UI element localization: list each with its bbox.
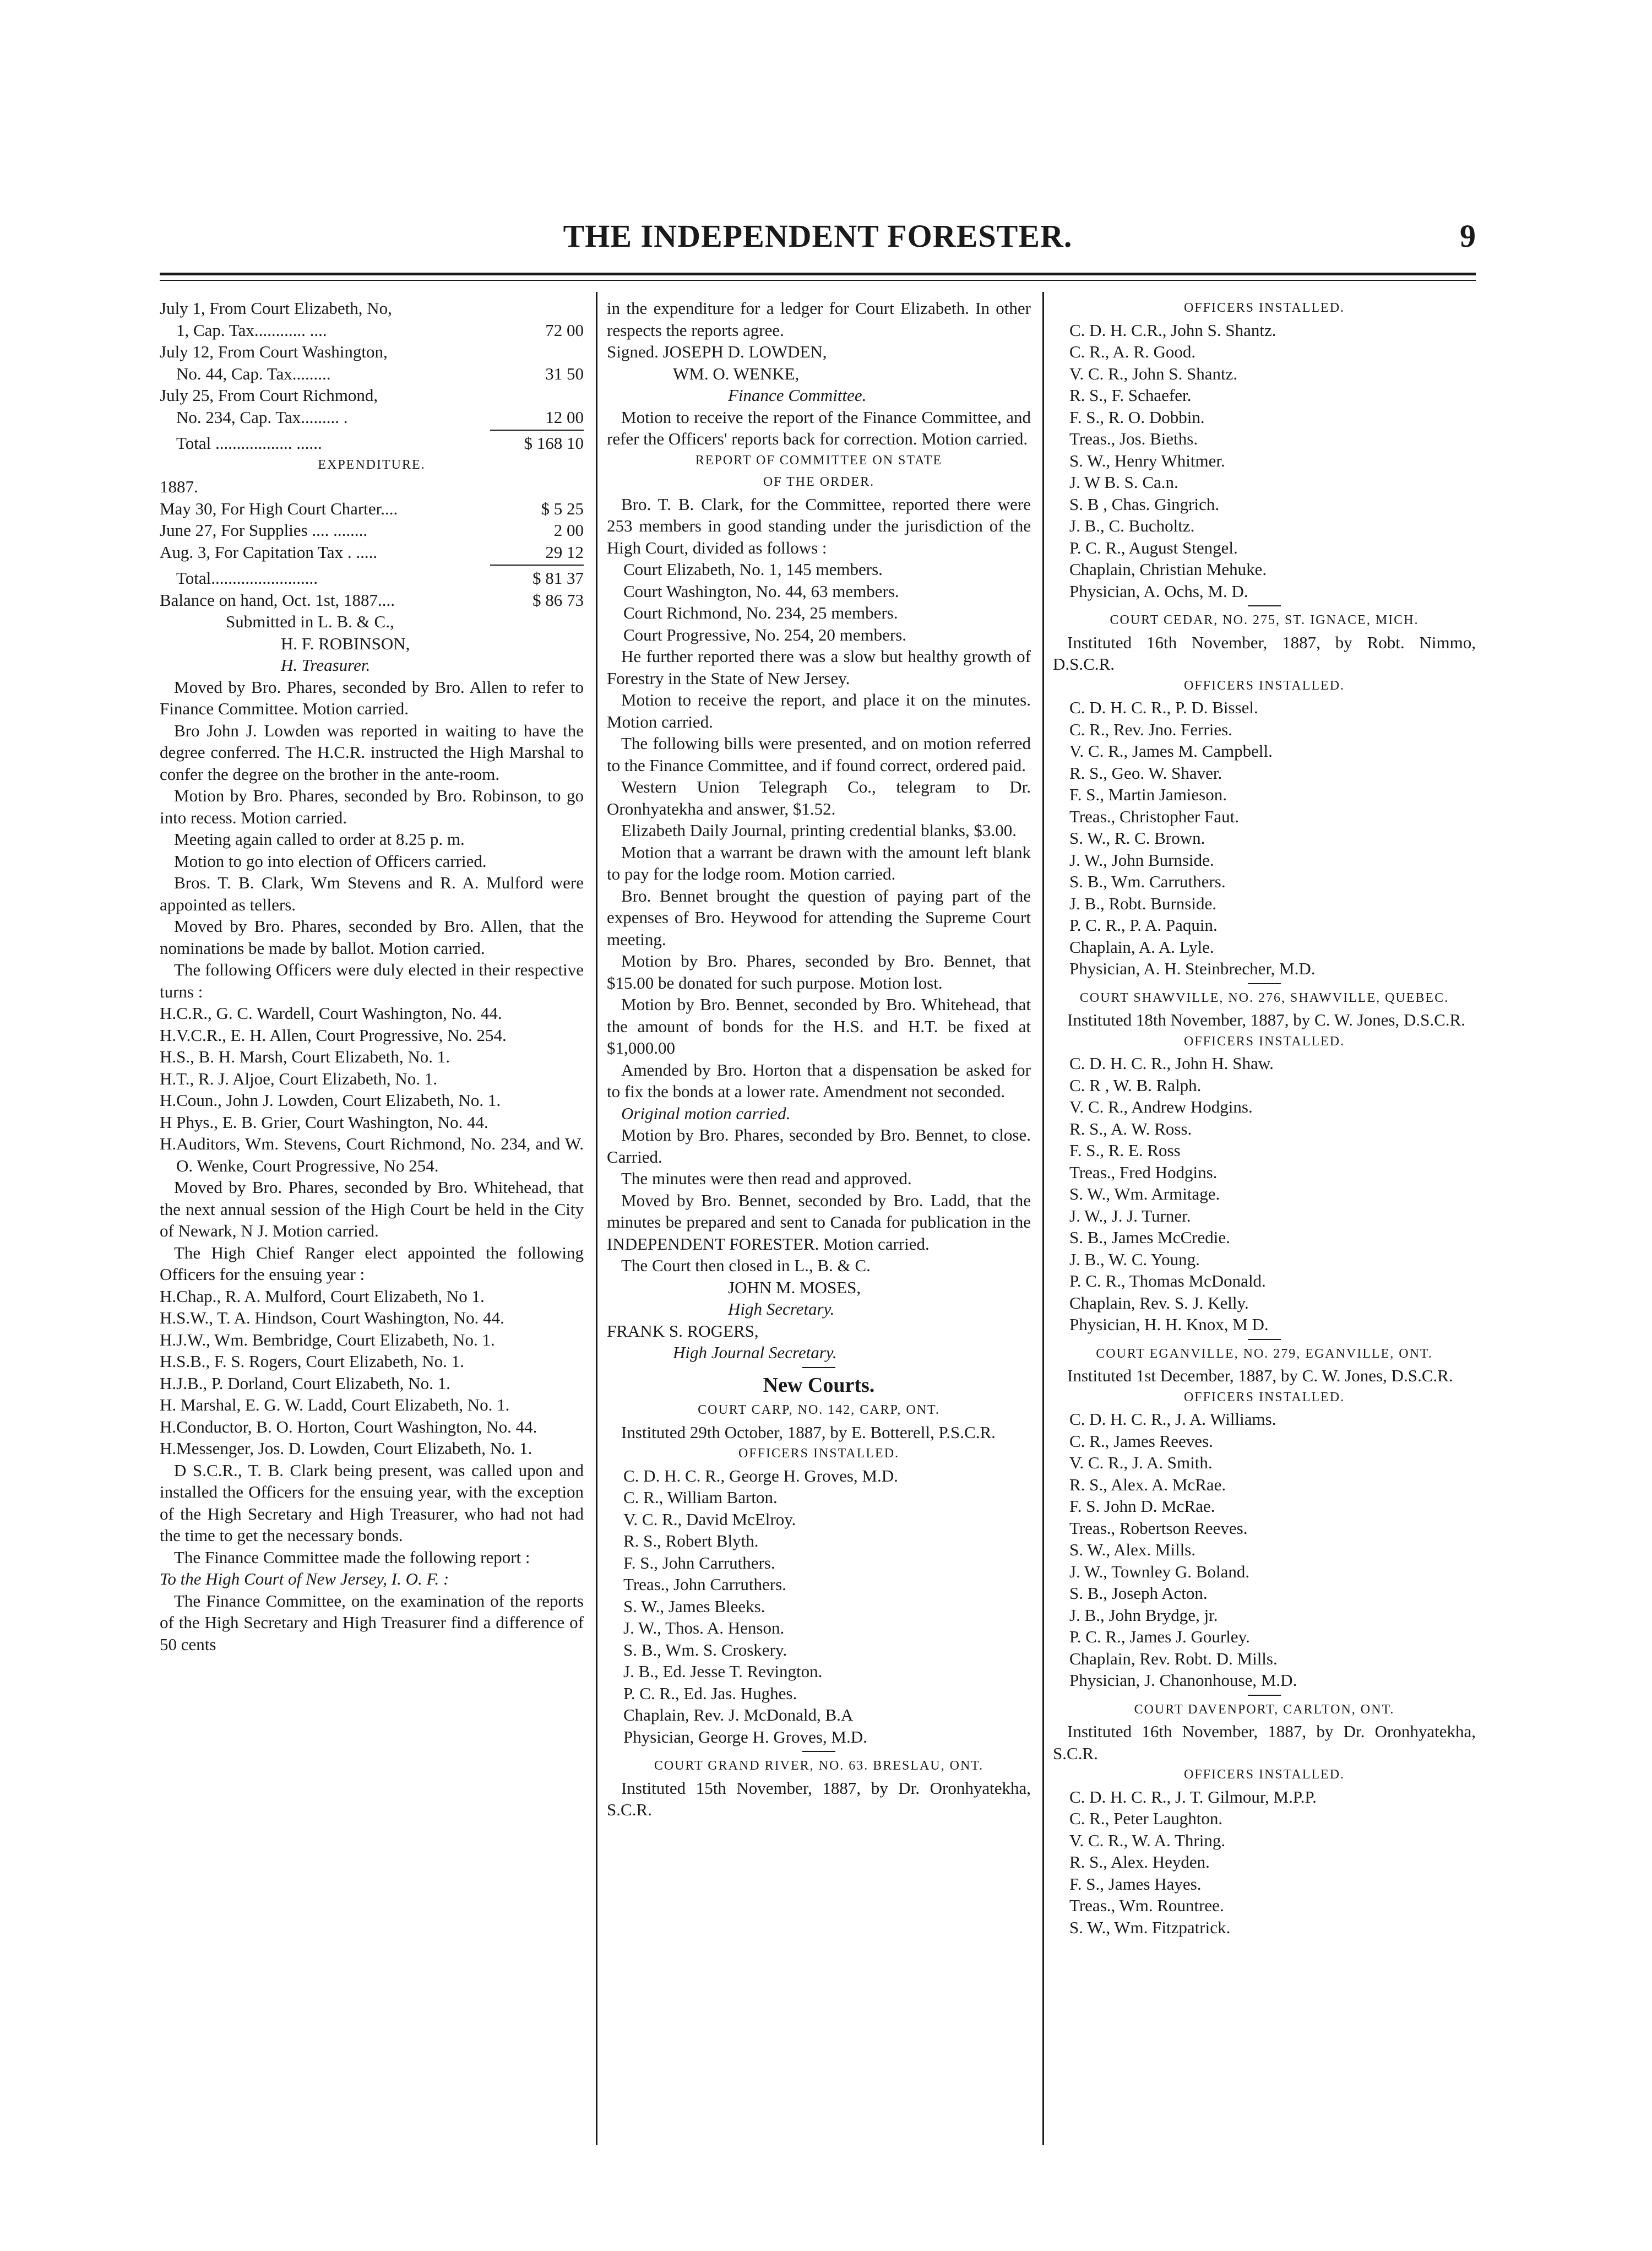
officer-entry: S. W., James Bleeks. — [623, 1596, 765, 1616]
ledger-item: Balance on hand, Oct. 1st, 1887.... — [160, 590, 395, 610]
officer-entry: V. C. R., James M. Campbell. — [1069, 741, 1273, 761]
paragraph: Motion to receive the report, and place it on the minutes. Motion carried. — [607, 690, 1031, 731]
ledger-item: Total .................. ...... — [176, 433, 322, 453]
officer-entry: H.Conductor, B. O. Horton, Court Washington, No. 44. — [160, 1417, 537, 1436]
section-heading: COURT DAVENPORT, CARLTON, ONT. — [1134, 1702, 1395, 1717]
paragraph: Moved by Bro. Phares, seconded by Bro. Allen, that the nominations be made by ballot. Motion carried. — [160, 916, 584, 958]
paragraph: He further reported there was a slow but healthy growth of Forestry in the State of New Jersey. — [607, 647, 1031, 688]
officer-entry: J. W., John Burnside. — [1069, 850, 1214, 870]
officer-entry: J. W., Townley G. Boland. — [1069, 1561, 1250, 1581]
paragraph: Motion to receive the report of the Finance Committee, and refer the Officers' reports back for correction. Motion carried. — [607, 407, 1031, 448]
paragraph: Moved by Bro. Phares, seconded by Bro. Allen to refer to Finance Committee. Motion carried. — [160, 677, 584, 718]
signature: High Journal Secretary. — [673, 1343, 837, 1362]
ledger-line — [160, 341, 584, 363]
ledger-amount: $ 168 10 — [524, 433, 584, 453]
officer-entry: P. C. R., Thomas McDonald. — [1069, 1271, 1266, 1290]
paragraph: Instituted 18th November, 1887, by C. W. Jones, D.S.C.R. — [1067, 1010, 1465, 1029]
officer-entry: S. W., Henry Whitmer. — [1069, 451, 1225, 470]
signature: High Secretary. — [728, 1299, 835, 1319]
ledger-item: No. 234, Cap. Tax......... . — [176, 407, 348, 427]
ledger-item: No. 44, Cap. Tax......... — [176, 364, 331, 383]
ledger-line — [160, 432, 584, 454]
officer-entry: H.V.C.R., E. H. Allen, Court Progressive, No. 254. — [160, 1025, 507, 1045]
officer-entry: R. S., Alex. A. McRae. — [1069, 1474, 1226, 1494]
paragraph: Meeting again called to order at 8.25 p. m. — [174, 829, 465, 849]
officer-entry: C. R., Rev. Jno. Ferries. — [1069, 719, 1232, 739]
ledger-item: July 12, From Court Washington, — [160, 342, 388, 361]
ledger-amount: $ 86 73 — [532, 590, 584, 610]
paragraph: The following bills were presented, and on motion referred to the Finance Committee, and if found correct, ordered paid. — [607, 734, 1031, 775]
officer-entry: C. R., A. R. Good. — [1069, 342, 1196, 361]
officer-entry: C. D. H. C.R., John S. Shantz. — [1069, 320, 1276, 340]
officer-entry: Physician, George H. Groves, M.D. — [623, 1727, 867, 1746]
officer-entry: S. B., Wm. S. Croskery. — [623, 1640, 787, 1659]
officer-entry: Chaplain, Rev. S. J. Kelly. — [1069, 1293, 1249, 1312]
officer-entry: Treas., Jos. Bieths. — [1069, 429, 1198, 448]
sum-rule — [490, 565, 584, 566]
officer-entry: F. S., R. E. Ross — [1069, 1141, 1181, 1160]
paragraph: in the expenditure for a ledger for Court Elizabeth. In other respects the reports agree. — [607, 299, 1031, 340]
officer-entry: Chaplain, Rev. J. McDonald, B.A — [623, 1705, 854, 1724]
officer-entry: H.J.W., Wm. Bembridge, Court Elizabeth, No. 1. — [160, 1330, 495, 1349]
section-divider — [1248, 1339, 1281, 1340]
paragraph: Instituted 16th November, 1887, by Dr. Oronhyatekha, S.C.R. — [1053, 1722, 1476, 1763]
paragraph: Elizabeth Daily Journal, printing credential blanks, $3.00. — [621, 821, 1017, 840]
paragraph: Original motion carried. — [621, 1103, 791, 1123]
officer-entry: S. B , Chas. Gingrich. — [1069, 494, 1220, 514]
paragraph: Instituted 29th October, 1887, by E. Botterell, P.S.C.R. — [621, 1422, 996, 1442]
section-heading: OFFICERS INSTALLED. — [1183, 301, 1345, 315]
officer-entry: H.S., B. H. Marsh, Court Elizabeth, No. 1. — [160, 1047, 450, 1066]
ledger-line — [160, 498, 584, 520]
officer-entry: Treas., Fred Hodgins. — [1069, 1162, 1218, 1182]
officer-entry: P. C. R., Ed. Jas. Hughes. — [623, 1683, 797, 1703]
section-divider — [802, 1751, 835, 1752]
ledger-line — [160, 319, 584, 341]
officer-entry: H.Messenger, Jos. D. Lowden, Court Elizabeth, No. 1. — [160, 1439, 532, 1458]
officer-entry: F. S. John D. McRae. — [1069, 1496, 1215, 1516]
section-heading: EXPENDITURE. — [318, 457, 426, 472]
column-left — [160, 297, 584, 1655]
signature: H. Treasurer. — [281, 655, 371, 675]
ledger-item: June 27, For Supplies .... ........ — [160, 520, 368, 540]
officer-entry: Treas., John Carruthers. — [623, 1575, 786, 1594]
officer-entry: F. S., R. O. Dobbin. — [1069, 407, 1205, 427]
section-divider — [802, 1367, 835, 1368]
text-line: To the High Court of New Jersey, I. O. F. : — [160, 1569, 449, 1588]
section-heading: OFFICERS INSTALLED. — [738, 1446, 900, 1461]
paragraph: The Finance Committee, on the examination of the reports of the High Secretary and High Treasurer find a difference of 50 cents — [160, 1591, 584, 1654]
officer-entry: F. S., James Hayes. — [1069, 1874, 1202, 1894]
paragraph: Bro. Bennet brought the question of paying part of the expenses of Bro. Heywood for attending the Supreme Court meeting. — [607, 886, 1031, 949]
officer-entry: R. S., Geo. W. Shaver. — [1069, 763, 1222, 783]
paragraph: The Court then closed in L., B. & C. — [621, 1256, 871, 1275]
signature: Finance Committee. — [728, 386, 867, 405]
column-right — [1053, 297, 1476, 1938]
officer-entry: S. W., Wm. Fitzpatrick. — [1069, 1917, 1231, 1937]
ledger-amount: $ 81 37 — [532, 568, 584, 588]
paragraph: The following Officers were duly elected in their respective turns : — [160, 960, 584, 1001]
officer-entry: C. R., William Barton. — [623, 1488, 778, 1507]
ledger-amount: 72 00 — [545, 320, 584, 340]
section-divider — [1248, 983, 1281, 984]
officer-entry: H.T., R. J. Aljoe, Court Elizabeth, No. 1. — [160, 1068, 437, 1088]
section-heading: OFFICERS INSTALLED. — [1183, 1034, 1345, 1049]
officer-entry: H Phys., E. B. Grier, Court Washington, No. 44. — [160, 1112, 488, 1132]
officer-entry: J. B., W. C. Young. — [1069, 1249, 1200, 1269]
officer-entry: H.S.W., T. A. Hindson, Court Washington, No. 44. — [160, 1308, 504, 1327]
ledger-line — [160, 589, 584, 611]
officer-entry: C. R , W. B. Ralph. — [1069, 1075, 1202, 1095]
ledger-amount: 29 12 — [545, 542, 584, 562]
officer-entry: Treas., Christopher Faut. — [1069, 806, 1239, 826]
officer-entry: F. S., John Carruthers. — [623, 1553, 775, 1572]
section-heading: COURT GRAND RIVER, NO. 63. BRESLAU, ONT. — [654, 1759, 984, 1773]
officer-entry: S. W., Wm. Armitage. — [1069, 1184, 1220, 1203]
journal-title: THE INDEPENDENT FORESTER. — [563, 218, 1073, 254]
officer-entry: H.J.B., P. Dorland, Court Elizabeth, No. 1. — [160, 1373, 450, 1393]
paragraph: Western Union Telegraph Co., telegram to Dr. Oronhyatekha and answer, $1.52. — [607, 777, 1031, 818]
ledger-item: Aug. 3, For Capitation Tax . ..... — [160, 542, 378, 562]
officer-entry: Court Progressive, No. 254, 20 members. — [623, 625, 907, 644]
paragraph: Motion by Bro. Bennet, seconded by Bro. Whitehead, that the amount of bonds for the H.S. and H.T. be fixed at $1,000.00 — [607, 995, 1031, 1057]
paragraph: Motion by Bro. Phares, seconded by Bro. Bennet, to close. Carried. — [607, 1125, 1031, 1167]
ledger-item: July 1, From Court Elizabeth, No, — [160, 299, 392, 318]
column-middle — [607, 297, 1031, 1821]
header-rule-thick — [160, 273, 1476, 275]
officer-entry: S. B., Wm. Carruthers. — [1069, 872, 1226, 891]
officer-entry: S. B., Joseph Acton. — [1069, 1583, 1208, 1603]
officer-entry: R. S., Alex. Heyden. — [1069, 1852, 1210, 1872]
ledger-line — [160, 406, 584, 428]
officer-entry: J. B., Ed. Jesse T. Revington. — [623, 1662, 823, 1681]
ledger-item: July 25, From Court Richmond, — [160, 386, 378, 405]
officer-entry: J. W., J. J. Turner. — [1069, 1206, 1191, 1225]
officer-entry: Physician, A. H. Steinbrecher, M.D. — [1069, 959, 1316, 978]
signature: H. F. ROBINSON, — [281, 633, 410, 653]
officer-entry: S. W., R. C. Brown. — [1069, 828, 1205, 848]
officer-entry: C. D. H. C. R., John H. Shaw. — [1069, 1054, 1274, 1073]
ledger-line — [160, 363, 584, 385]
section-heading: OF THE ORDER. — [763, 475, 875, 489]
officer-entry: Chaplain, Christian Mehuke. — [1069, 560, 1267, 579]
section-title: New Courts. — [763, 1373, 875, 1397]
paragraph: Bro. T. B. Clark, for the Committee, reported there were 253 members in good standing under the jurisdiction of the High Court, divided as follows : — [607, 494, 1031, 557]
section-heading: COURT EGANVILLE, NO. 279, EGANVILLE, ONT. — [1096, 1346, 1433, 1361]
paragraph: Bros. T. B. Clark, Wm Stevens and R. A. Mulford were appointed as tellers. — [160, 873, 584, 914]
officer-entry: V. C. R., Andrew Hodgins. — [1069, 1097, 1253, 1116]
officer-entry: V. C. R., W. A. Thring. — [1069, 1830, 1226, 1850]
officer-entry: Court Elizabeth, No. 1, 145 members. — [623, 560, 883, 579]
officer-entry: H.C.R., G. C. Wardell, Court Washington, No. 44. — [160, 1004, 502, 1023]
officer-entry: C. D. H. C. R., J. A. Williams. — [1069, 1409, 1276, 1429]
officer-entry: S. B., James McCredie. — [1069, 1228, 1230, 1247]
section-heading: COURT CEDAR, NO. 275, ST. IGNACE, MICH. — [1110, 613, 1419, 627]
officer-entry: J. B., C. Bucholtz. — [1069, 516, 1195, 535]
officer-entry: H.Chap., R. A. Mulford, Court Elizabeth, No 1. — [160, 1286, 485, 1306]
officer-entry: Physician, J. Chanonhouse, M.D. — [1069, 1670, 1297, 1690]
ledger-amount: 31 50 — [545, 364, 584, 383]
officer-entry: P. C. R., P. A. Paquin. — [1069, 915, 1218, 935]
paragraph: Moved by Bro. Bennet, seconded by Bro. Ladd, that the minutes be prepared and sent to Canada for publication in the INDEPENDENT FORESTER. Motion carried. — [607, 1190, 1031, 1254]
paragraph: Bro John J. Lowden was reported in waiting to have the degree conferred. The H.C.R. instructed the High Marshal to confer the degree on the brother in the ante-room. — [160, 720, 584, 784]
section-heading: COURT CARP, NO. 142, CARP, ONT. — [698, 1403, 940, 1417]
ledger-item: 1, Cap. Tax............ .... — [176, 320, 327, 340]
officer-entry: H.S.B., F. S. Rogers, Court Elizabeth, No. 1. — [160, 1352, 464, 1371]
ledger-line — [160, 567, 584, 589]
officer-entry: C. R., James Reeves. — [1069, 1431, 1213, 1451]
ledger-line — [160, 519, 584, 541]
ledger-item: Total......................... — [176, 568, 318, 588]
ledger-line — [160, 541, 584, 563]
officer-entry: C. D. H. C. R., George H. Groves, M.D. — [623, 1466, 898, 1485]
ledger-item: May 30, For High Court Charter.... — [160, 498, 398, 518]
officer-entry: R. S., F. Schaefer. — [1069, 386, 1192, 405]
paragraph: Moved by Bro. Phares, seconded by Bro. Whitehead, that the next annual session of the High Court be held in the City of Newark, N J. Motion carried. — [160, 1178, 584, 1240]
paragraph: Instituted 16th November, 1887, by Robt. Nimmo, D.S.C.R. — [1053, 632, 1476, 674]
paragraph: D S.C.R., T. B. Clark being present, was called upon and installed the Officers for the ensuing year, with the exception of the High Secretary and High Treasurer, who had not had the time to get the necessary bonds. — [160, 1460, 584, 1545]
officer-entry: H.Auditors, Wm. Stevens, Court Richmond, No. 234, and W. O. Wenke, Court Progressive, No 254. — [160, 1134, 584, 1175]
officer-entry: V. C. R., J. A. Smith. — [1069, 1453, 1213, 1472]
officer-entry: V. C. R., David McElroy. — [623, 1509, 796, 1529]
paragraph: The High Chief Ranger elect appointed the following Officers for the ensuing year : — [160, 1243, 584, 1284]
officer-entry: Physician, A. Ochs, M. D. — [1069, 581, 1248, 601]
page-header — [160, 218, 1476, 262]
paragraph: Motion by Bro. Phares, seconded by Bro. Bennet, that $15.00 be donated for such purpose. Motion lost. — [607, 951, 1031, 992]
signature: Submitted in L. B. & C., — [226, 612, 394, 631]
page-number: 9 — [1460, 218, 1476, 254]
ledger-amount: $ 5 25 — [541, 498, 584, 518]
sum-rule — [490, 430, 584, 431]
officer-entry: Chaplain, Rev. Robt. D. Mills. — [1069, 1648, 1278, 1668]
officer-entry: J. B., Robt. Burnside. — [1069, 893, 1216, 913]
text-line: 1887. — [160, 477, 198, 496]
officer-entry: Treas., Wm. Rountree. — [1069, 1896, 1224, 1915]
signature: JOHN M. MOSES, — [728, 1277, 861, 1297]
officer-entry: P. C. R., August Stengel. — [1069, 538, 1238, 557]
ledger-amount: 12 00 — [545, 407, 584, 427]
ledger-line — [160, 384, 584, 406]
officer-entry: J. W., Thos. A. Henson. — [623, 1618, 785, 1637]
paragraph: Amended by Bro. Horton that a dispensation be asked for to fix the bonds at a lower rate. Amendment not seconded. — [607, 1060, 1031, 1101]
officer-entry: H.Coun., John J. Lowden, Court Elizabeth, No. 1. — [160, 1091, 501, 1110]
officer-entry: Court Washington, No. 44, 63 members. — [623, 581, 899, 601]
section-divider — [1248, 1695, 1281, 1696]
paragraph: Motion by Bro. Phares, seconded by Bro. Robinson, to go into recess. Motion carried. — [160, 786, 584, 827]
officer-entry: R. S., A. W. Ross. — [1069, 1119, 1192, 1138]
paragraph: Motion to go into election of Officers carried. — [174, 851, 487, 871]
paragraph: Instituted 1st December, 1887, by C. W. Jones, D.S.C.R. — [1067, 1366, 1453, 1385]
column-divider — [1042, 292, 1044, 2145]
section-divider — [1248, 605, 1281, 606]
section-heading: OFFICERS INSTALLED. — [1183, 678, 1345, 693]
officer-entry: S. W., Alex. Mills. — [1069, 1540, 1196, 1559]
paragraph: The minutes were then read and approved. — [621, 1169, 912, 1188]
officer-entry: Chaplain, A. A. Lyle. — [1069, 937, 1214, 957]
officer-entry: Court Richmond, No. 234, 25 members. — [623, 603, 898, 622]
officer-entry: J. W B. S. Ca.n. — [1069, 473, 1178, 492]
officer-entry: P. C. R., James J. Gourley. — [1069, 1627, 1250, 1646]
column-divider — [596, 292, 597, 2145]
section-heading: OFFICERS INSTALLED. — [1183, 1767, 1345, 1782]
officer-entry: Physician, H. H. Knox, M D. — [1069, 1315, 1269, 1334]
officer-entry: J. B., John Brydge, jr. — [1069, 1605, 1218, 1625]
paragraph: Motion that a warrant be drawn with the amount left blank to pay for the lodge room. Motion carried. — [607, 842, 1031, 883]
officer-entry: C. R., Peter Laughton. — [1069, 1809, 1223, 1828]
officer-entry: R. S., Robert Blyth. — [623, 1531, 759, 1550]
section-heading: COURT SHAWVILLE, NO. 276, SHAWVILLE, QUEBEC. — [1079, 990, 1449, 1005]
officer-entry: Treas., Robertson Reeves. — [1069, 1518, 1248, 1538]
paragraph: Instituted 15th November, 1887, by Dr. Oronhyatekha, S.C.R. — [607, 1778, 1031, 1819]
signature: WM. O. WENKE, — [673, 364, 800, 383]
officer-entry: V. C. R., John S. Shantz. — [1069, 364, 1238, 383]
ledger-amount: 2 00 — [553, 520, 584, 540]
paragraph: The Finance Committee made the following report : — [174, 1547, 530, 1567]
text-line: FRANK S. ROGERS, — [607, 1321, 759, 1341]
officer-entry: C. D. H. C. R., P. D. Bissel. — [1069, 698, 1258, 717]
text-line: Signed. JOSEPH D. LOWDEN, — [607, 342, 827, 361]
section-heading: REPORT OF COMMITTEE ON STATE — [695, 453, 943, 468]
header-rule-thin — [160, 280, 1476, 281]
officer-entry: H. Marshal, E. G. W. Ladd, Court Elizabeth, No. 1. — [160, 1395, 510, 1414]
officer-entry: C. D. H. C. R., J. T. Gilmour, M.P.P. — [1069, 1787, 1317, 1807]
officer-entry: F. S., Martin Jamieson. — [1069, 785, 1227, 804]
ledger-line — [160, 297, 584, 319]
section-heading: OFFICERS INSTALLED. — [1183, 1390, 1345, 1404]
